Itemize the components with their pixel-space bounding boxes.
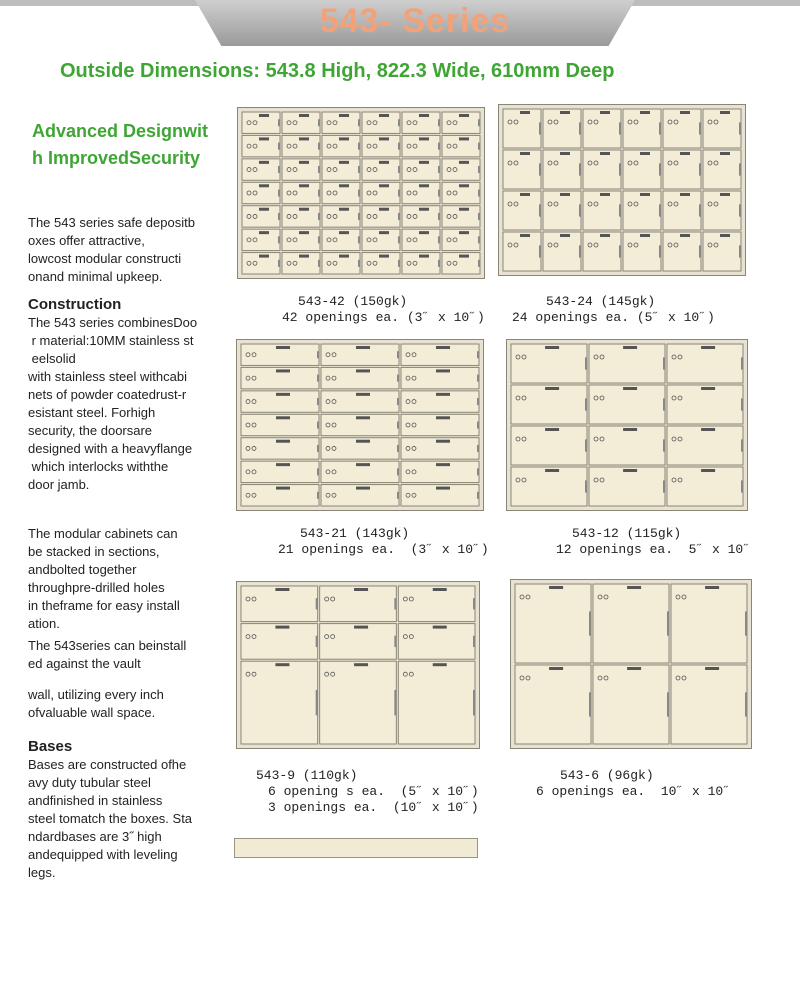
model-name: 543-24 (145gk) — [546, 294, 656, 309]
door-panel — [671, 584, 747, 663]
door-panel — [663, 191, 701, 230]
bases-heading: Bases — [28, 738, 73, 755]
door-panel — [663, 232, 701, 271]
door-panel — [593, 584, 669, 663]
door-panel — [503, 109, 541, 148]
door-panel — [282, 253, 320, 274]
model-openings: 6 openings ea. 10˝ x 10˝ — [536, 784, 732, 799]
model-name: 543-6 (96gk) — [560, 768, 654, 783]
model-openings: 24 openings ea. (5˝ x 10˝) — [512, 310, 715, 325]
door-panel — [322, 206, 360, 227]
wall-paragraph: wall, utilizing every inch ofvaluable wall space. — [28, 687, 164, 720]
door-panel — [593, 665, 669, 744]
door-panel — [398, 586, 475, 622]
door-panel — [623, 109, 661, 148]
door-panel — [401, 414, 479, 435]
door-panel — [623, 232, 661, 271]
door-panel — [322, 229, 360, 250]
caption-543-24 — [512, 294, 715, 326]
door-panel — [589, 385, 665, 424]
advanced-design-heading — [32, 118, 242, 172]
model-openings: 6 opening s ea. (5˝ x 10˝) — [268, 784, 479, 799]
door-panel — [543, 150, 581, 189]
door-panel — [402, 182, 440, 203]
door-panel — [242, 112, 280, 133]
door-panel — [398, 624, 475, 660]
series-title: 543- Series — [319, 2, 511, 40]
caption-543-9 — [256, 768, 479, 816]
door-panel — [543, 109, 581, 148]
door-panel — [543, 191, 581, 230]
door-panel — [402, 135, 440, 156]
door-panel — [398, 661, 475, 744]
caption-543-12 — [556, 526, 752, 558]
door-panel — [282, 135, 320, 156]
bases-paragraph: Bases are constructed ofhe avy duty tubular steel andfinished in stainless steel tomatch the boxes. Sta ndardbases are 3˝ high andequipped with leveling legs. — [28, 757, 193, 880]
door-panel — [442, 159, 480, 180]
door-panel — [667, 344, 743, 383]
door-panel — [241, 661, 318, 744]
door-panel — [402, 159, 440, 180]
door-panel — [322, 182, 360, 203]
door-panel — [242, 135, 280, 156]
door-panel — [321, 344, 399, 365]
door-panel — [321, 367, 399, 388]
door-panel — [503, 232, 541, 271]
door-panel — [671, 665, 747, 744]
door-panel — [242, 253, 280, 274]
door-panel — [241, 461, 319, 482]
door-panel — [442, 182, 480, 203]
model-name: 543-9 (110gk) — [256, 768, 358, 783]
model-openings: 12 openings ea. 5˝ x 10˝ — [556, 542, 752, 557]
door-panel — [241, 624, 318, 660]
door-panel — [515, 584, 591, 663]
door-panel — [543, 232, 581, 271]
door-panel — [282, 159, 320, 180]
door-panel — [241, 367, 319, 388]
advanced-design-line-1: Advanced Designwit — [32, 121, 209, 141]
model-openings: 21 openings ea. (3˝ x 10˝) — [278, 542, 489, 557]
door-panel — [241, 414, 319, 435]
door-panel — [322, 112, 360, 133]
door-panel — [589, 344, 665, 383]
door-panel — [362, 229, 400, 250]
door-panel — [442, 206, 480, 227]
model-name: 543-12 (115gk) — [572, 526, 682, 541]
door-panel — [322, 159, 360, 180]
door-panel — [322, 253, 360, 274]
door-panel — [402, 206, 440, 227]
door-panel — [241, 438, 319, 459]
model-name: 543-42 (150gk) — [298, 294, 408, 309]
door-panel — [583, 232, 621, 271]
intro-paragraph: The 543 series safe depositb oxes offer attractive, lowcost modular constructi onand minimal upkeep. — [28, 215, 195, 284]
door-panel — [362, 135, 400, 156]
door-panel — [703, 232, 741, 271]
door-panel — [401, 461, 479, 482]
door-panel — [320, 661, 397, 744]
door-panel — [442, 135, 480, 156]
door-panel — [511, 426, 587, 465]
door-panel — [282, 182, 320, 203]
door-panel — [623, 150, 661, 189]
door-panel — [362, 206, 400, 227]
door-panel — [321, 461, 399, 482]
install-paragraph: The 543series can beinstall ed against the vault — [28, 638, 187, 671]
door-panel — [242, 182, 280, 203]
door-panel — [583, 191, 621, 230]
construction-heading: Construction — [28, 296, 122, 313]
door-panel — [401, 438, 479, 459]
door-panel — [241, 586, 318, 622]
door-panel — [362, 159, 400, 180]
door-panel — [589, 426, 665, 465]
door-panel — [583, 109, 621, 148]
door-panel — [321, 391, 399, 412]
cabinet-543-9 — [236, 581, 480, 749]
cabinet-543-12 — [506, 339, 748, 511]
door-panel — [511, 385, 587, 424]
model-openings-2: 3 openings ea. (10˝ x 10˝) — [268, 800, 479, 815]
door-panel — [282, 112, 320, 133]
door-panel — [703, 109, 741, 148]
door-panel — [241, 391, 319, 412]
construction-paragraph: The 543 series combinesDoo r material:10MM stainless st eelsolid with stainless steel withcabi nets of powder coatedrust-r esistant steel. Forhigh security, the doorsare designed with a heavyflange which interlocks withthe door jamb. — [28, 315, 198, 492]
advanced-design-line-2: h ImprovedSecurity — [32, 148, 201, 168]
door-panel — [402, 112, 440, 133]
door-panel — [401, 367, 479, 388]
door-panel — [511, 467, 587, 506]
door-panel — [442, 253, 480, 274]
door-panel — [362, 182, 400, 203]
door-panel — [241, 485, 319, 506]
door-panel — [362, 112, 400, 133]
door-panel — [242, 229, 280, 250]
door-panel — [402, 253, 440, 274]
door-panel — [667, 426, 743, 465]
door-panel — [362, 253, 400, 274]
cabinet-543-42 — [237, 107, 485, 279]
caption-543-6 — [536, 768, 732, 800]
caption-543-42 — [282, 294, 485, 326]
model-openings: 42 openings ea. (3˝ x 10˝) — [282, 310, 485, 325]
door-panel — [442, 229, 480, 250]
door-panel — [402, 229, 440, 250]
door-panel — [321, 414, 399, 435]
door-panel — [503, 150, 541, 189]
door-panel — [322, 135, 360, 156]
outside-dimensions: Outside Dimensions: 543.8 High, 822.3 Wide, 610mm Deep — [60, 60, 615, 82]
door-panel — [321, 485, 399, 506]
cabinet-543-24 — [498, 104, 746, 276]
cabinet-543-21 — [236, 339, 484, 511]
door-panel — [703, 150, 741, 189]
door-panel — [511, 344, 587, 383]
door-panel — [663, 109, 701, 148]
door-panel — [242, 206, 280, 227]
door-panel — [703, 191, 741, 230]
door-panel — [442, 112, 480, 133]
door-panel — [320, 586, 397, 622]
caption-543-21 — [278, 526, 489, 558]
door-panel — [667, 467, 743, 506]
door-panel — [401, 485, 479, 506]
modular-paragraph: The modular cabinets can be stacked in sections, andbolted together throughpre-drilled holes in theframe for easy install ation. — [28, 526, 180, 631]
door-panel — [320, 624, 397, 660]
door-panel — [583, 150, 621, 189]
door-panel — [623, 191, 661, 230]
door-panel — [589, 467, 665, 506]
door-panel — [667, 385, 743, 424]
cabinet-543-6 — [510, 579, 752, 749]
door-panel — [282, 229, 320, 250]
door-panel — [515, 665, 591, 744]
door-panel — [321, 438, 399, 459]
door-panel — [242, 159, 280, 180]
model-name: 543-21 (143gk) — [300, 526, 410, 541]
door-panel — [503, 191, 541, 230]
door-panel — [282, 206, 320, 227]
door-panel — [401, 344, 479, 365]
cabinet-base — [234, 838, 478, 858]
door-panel — [241, 344, 319, 365]
door-panel — [401, 391, 479, 412]
door-panel — [663, 150, 701, 189]
